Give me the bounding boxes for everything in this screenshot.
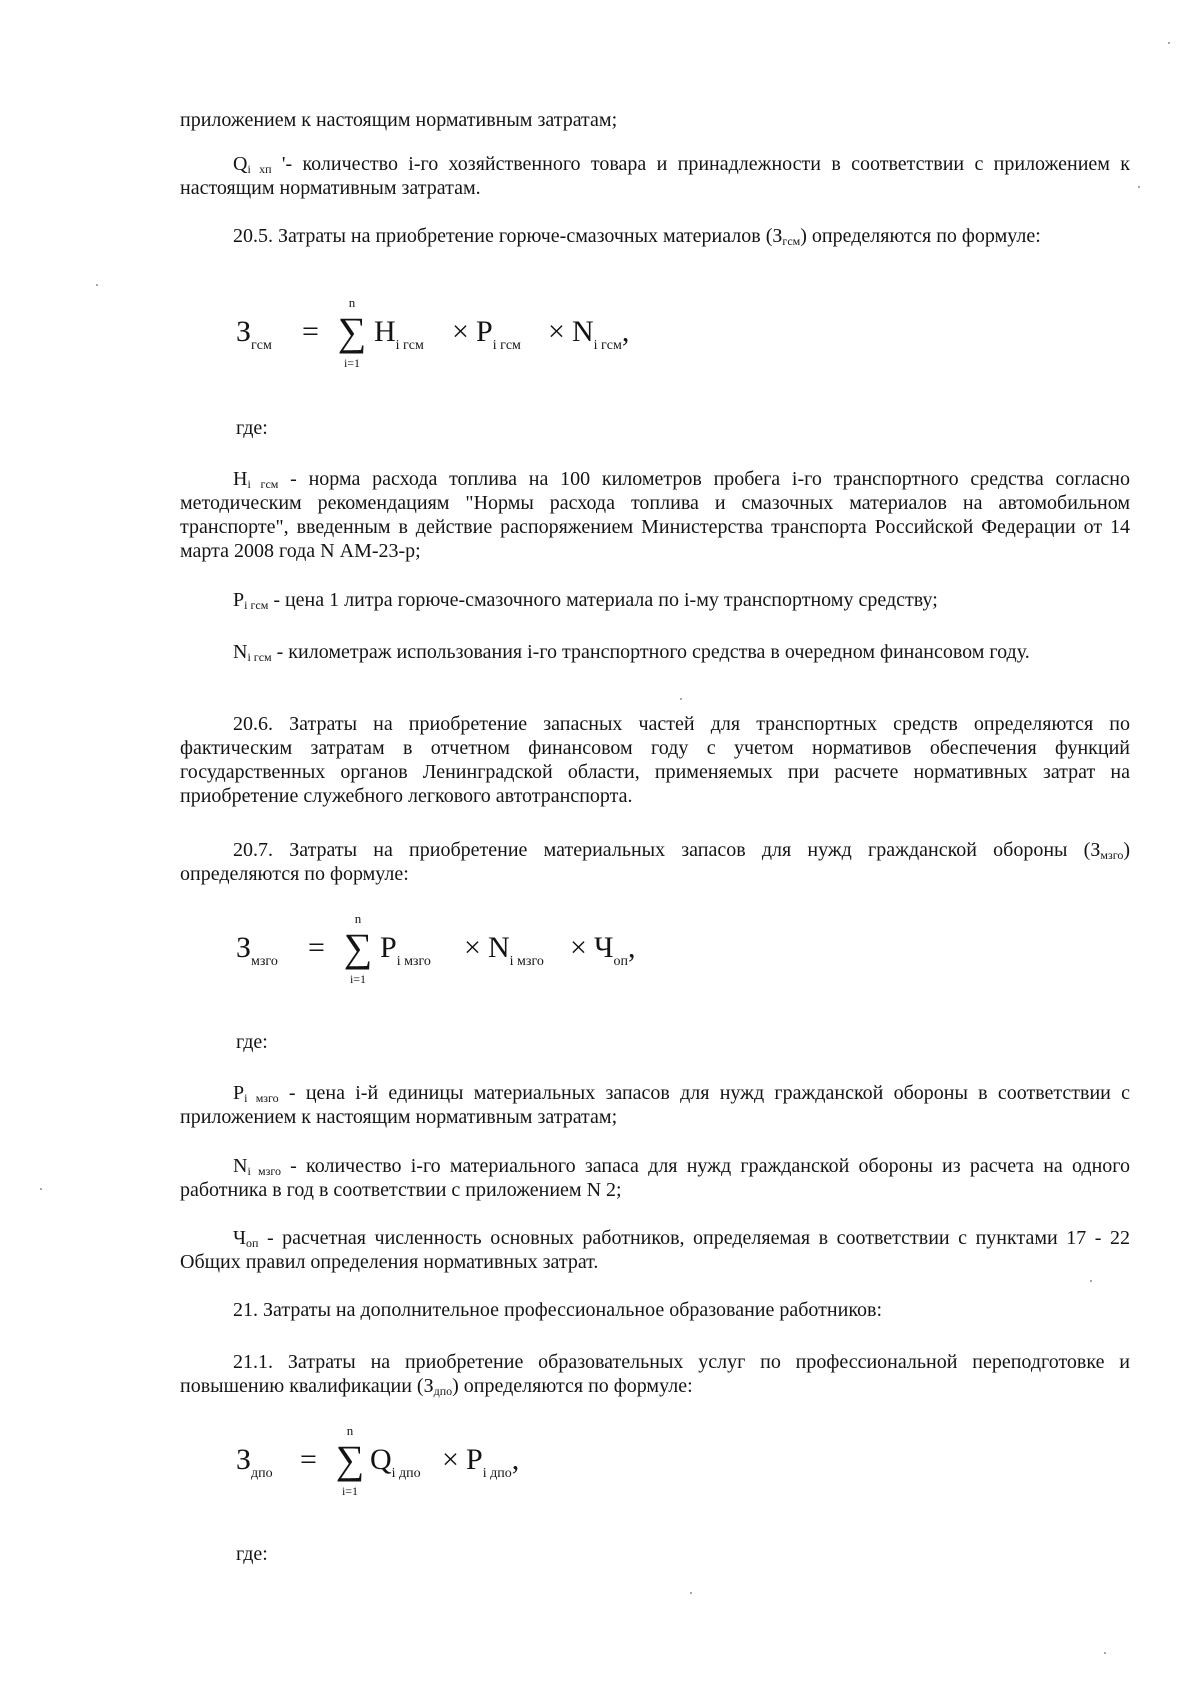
term-subscript: гсм	[782, 234, 801, 248]
paragraph-20-7	[180, 838, 1130, 886]
paragraph-h-gsm	[180, 467, 1130, 563]
paragraph-20-5	[180, 224, 1130, 248]
formula-term-1: $H_{i гсм}$	[374, 315, 424, 353]
formula-times-2: ×	[570, 931, 587, 964]
paragraph-text: - цена i-й единицы материальных запасов для нужд гражданской обороны в соответствии с приложением к настоящим нормативным затратам;	[180, 1082, 1130, 1128]
paragraph-text: - количество i-го материального запаса для нужд гражданской обороны из расчета на одного работника в год в соответствии с приложением N 2;	[180, 1155, 1131, 1201]
term-subscript: i мзго	[247, 1164, 281, 1178]
paragraph-21	[180, 1298, 1130, 1322]
paragraph-n-mzgo	[180, 1154, 1130, 1202]
paragraph-text: - цена 1 литра горюче-смазочного материала по i-му транспортному средству;	[268, 589, 938, 611]
formula-term-3: $N_{i гсм}$,	[572, 315, 630, 353]
formula-equals: =	[308, 931, 325, 964]
document-page: приложением к настоящим нормативным затратам; $Q_{i хп}$ '- количество i-го хозяйственного товара и принадлежности в соответствии с приложением к настоящим нормативным затратам. 20.5. Затраты на приобретение горюче-смазочных материалов $(З_{гсм})$ определяются по формуле: $З_{гсм}$ = n ∑ i=1 $H_{i гсм}$ × $P_{i гсм}$ × $N_{i гсм}$, где: $H_{i гсм}$ - норма расхода топлива на 100 километров пробега i-го транспортного средства согласно методическим рекомендациям "Нормы расхода топлива и смазочных материалов на автомобильном транспорте", введенным в действие распоряжением Министерства транспорта Российской Федерации от 14 марта 2008 года N АМ-23-р; $P_{i гсм}$ - цена 1 литра горюче-смазочного материала по i-му транспортному средству; $N_{i гсм}$ - километраж использования i-го транспортного средства в очередном финансовом году. 20.6. Затраты на приобретение запасных частей для транспортных средств определяются по фактическим затратам в отчетном финансовом году с учетом нормативов обеспечения функций государственных органов Ленинградской области, применяемых при расчете нормативных затрат на приобретение служебного легкового автотранспорта. 20.7. Затраты на приобретение материальных запасов для нужд гражданской обороны $(З_{мзго})$ определяются по формуле: $З_{мзго}$ = n ∑ i=1 $P_{i мзго}$ × $N_{i мзго}$ × $Ч_{оп}$, где: $P_{i мзго}$ - цена i-й единицы материальных запасов для нужд гражданской обороны в соответствии с приложением к настоящим нормативным затратам; $N_{i мзго}$ - количество i-го материального запаса для нужд гражданской обороны из расчета на одного работника в год в соответствии с приложением N 2; $Ч_{оп}$ - расчетная численность основных работников, определяемая в соответствии с пунктами 17 - 22 Общих правил определения нормативных затрат. 21. Затраты на дополнительное профессиональное образование работников: 21.1. Затраты на приобретение образовательных услуг по профессиональной переподготовке и повышению квалификации $(З_{дпо})$ определяются по формуле: $З_{дпо}$ = n ∑ i=1 $Q_{i дпо}$ × $P_{i дпо}$, где:	[0, 0, 1200, 1690]
scan-speck	[1090, 1280, 1092, 1282]
paragraph-p-mzgo	[180, 1081, 1130, 1129]
scan-speck	[690, 1592, 692, 1594]
paragraph-text-end: ) определяются по формуле:	[180, 839, 1130, 885]
paragraph-qi-hp	[180, 152, 1130, 200]
term-subscript: i гсм	[247, 650, 272, 664]
paragraph-text: 20.6. Затраты на приобретение запасных частей для транспортных средств определяются по фактическим затратам в отчетном финансовом году с учетом нормативов обеспечения функций государственных органов Ленинградской области, применяемых при расчете нормативных затрат на приобретение служебного легкового автотранспорта.	[180, 713, 1130, 807]
term: N	[233, 641, 248, 663]
formula-times-1: ×	[452, 315, 469, 348]
formula-equals: =	[300, 1443, 317, 1476]
formula-times-1: ×	[464, 931, 481, 964]
term-subscript: мзго	[1100, 848, 1124, 862]
paragraph-text: приложением к настоящим нормативным затратам;	[180, 109, 618, 131]
scan-speck	[40, 1188, 42, 1190]
paragraph-text: - норма расхода топлива на 100 километров пробега i-го транспортного средства согласно методическим рекомендациям "Нормы расхода топлива и смазочных материалов на автомобильном транспорте", введенным в действие распоряжением Министерства транспорта Российской Федерации от 14 марта 2008 года N АМ-23-р;	[180, 468, 1130, 562]
term: Q	[233, 153, 248, 175]
term-subscript: оп	[246, 1236, 259, 1250]
paragraph-text: - расчетная численность основных работников, определяемая в соответствии с пунктами 17 - 22 Общих правил определения нормативных затрат.	[180, 1227, 1130, 1273]
term-subscript: дпо	[433, 1384, 453, 1398]
formula-term-1: $P_{i мзго}$	[380, 931, 431, 969]
label-where-1: где:	[236, 417, 268, 439]
formula-lhs: $З_{гсм}$	[236, 315, 272, 353]
paragraph-text-end: ) определяются по формуле:	[452, 1375, 693, 1397]
term: H	[233, 468, 248, 490]
label-where-3: где:	[236, 1543, 268, 1565]
formula-term-2: $P_{i дпо}$,	[466, 1443, 520, 1481]
term: Ч	[233, 1227, 246, 1249]
term: P	[233, 589, 245, 611]
scan-speck	[96, 284, 98, 286]
formula-lhs: $З_{мзго}$	[236, 931, 278, 969]
paragraph-20-6	[180, 712, 1130, 808]
formula-term-1: $Q_{i дпо}$	[370, 1443, 421, 1481]
paragraph-ch-op	[180, 1226, 1130, 1274]
scan-speck	[1168, 42, 1170, 44]
term-subscript: i хп	[247, 162, 272, 176]
formula-times-1: ×	[442, 1443, 459, 1476]
formula-equals: =	[302, 315, 319, 348]
formula-term-3: $Ч_{оп}$,	[594, 931, 636, 969]
formula-times-2: ×	[548, 315, 565, 348]
formula-lhs: $З_{дпо}$	[236, 1443, 273, 1481]
paragraph-21-1	[180, 1350, 1130, 1398]
paragraph-text: '- количество i-го хозяйственного товара и принадлежности в соответствии с приложением к настоящим нормативным затратам.	[180, 153, 1130, 199]
paragraph-text: 21. Затраты на дополнительное профессиональное образование работников:	[233, 1299, 883, 1321]
scan-speck	[1138, 186, 1140, 188]
paragraph-p-gsm	[180, 588, 1130, 612]
formula-term-2: $N_{i мзго}$	[488, 931, 544, 969]
label-where-2: где:	[236, 1031, 268, 1053]
term: N	[233, 1155, 248, 1177]
term: P	[233, 1082, 245, 1104]
scan-speck	[1104, 1652, 1106, 1654]
paragraph-text: 20.5. Затраты на приобретение горюче-смазочных материалов (З	[233, 225, 783, 247]
paragraph-text-end: ) определяются по формуле:	[800, 225, 1041, 247]
paragraph-text: 20.7. Затраты на приобретение материальных запасов для нужд гражданской обороны (З	[233, 839, 1101, 861]
term-subscript: i мзго	[244, 1091, 279, 1105]
paragraph-text: 21.1. Затраты на приобретение образовательных услуг по профессиональной переподготовке и повышению квалификации (З	[180, 1351, 1130, 1397]
scan-speck	[680, 698, 682, 700]
term-subscript: i гсм	[244, 598, 269, 612]
paragraph-intro	[180, 108, 1130, 132]
paragraph-text: - километраж использования i-го транспортного средства в очередном финансовом году.	[271, 641, 1030, 663]
paragraph-n-gsm	[180, 640, 1130, 664]
formula-term-2: $P_{i гсм}$	[476, 315, 521, 353]
term-subscript: i гсм	[247, 477, 279, 491]
